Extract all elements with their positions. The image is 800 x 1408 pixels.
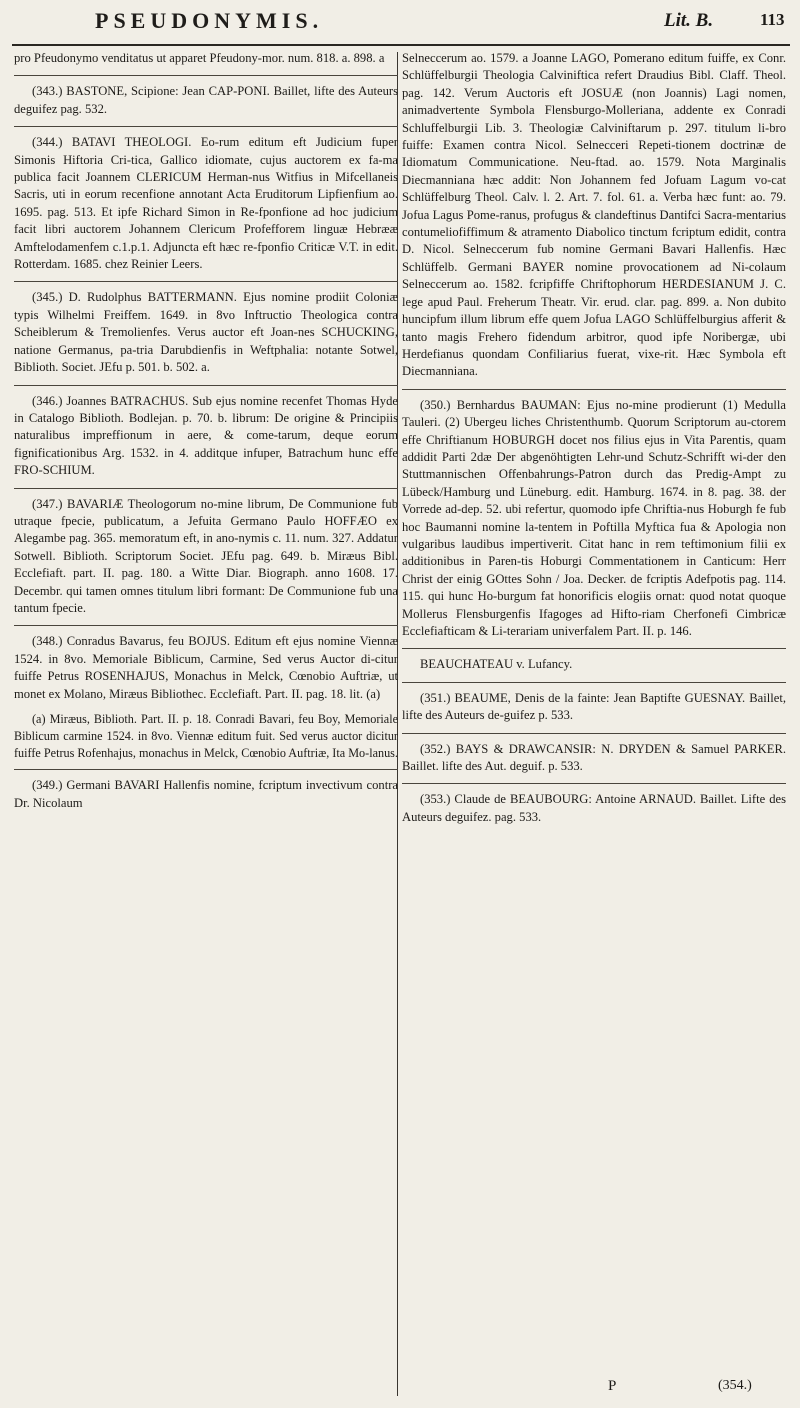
entry-continuation: pro Pfeudonymo venditatus ut apparet Pfeudony-mor. num. 818. a. 898. a [14,51,385,65]
header-rule [12,44,790,46]
entry-divider [402,682,786,683]
entry-344: (344.) BATAVI THEOLOGI. Eo-rum editum eft Judicium fuper Simonis Hiftoria Cri-tica, Gallico idiomate, cujus auctorem ex fa-ma publica facit Joannem CLERICUM Herman-nus Witfius in Mifcellaneis Sacris, uti in eorum recenfione annotant Acta Eruditorum Lipfienfium ao. 1695. pag. 513. Et ipfe Richard Simon in Re-fponfione ad hoc judicium facit libri auctorem Johannem Clericum Profefforem linguæ Hebrææ Amftelodamenfem c.1.p.1. Adjuncta eft hæc re-fponfio Criticæ V.T. in edit. Rotterdam. 1685. chez Reinier Leers. [14,135,398,272]
entry-divider [14,281,398,282]
entry-divider [402,389,786,390]
entry-divider [402,733,786,734]
entry-divider [14,769,398,770]
entry-divider [402,783,786,784]
page-number: 113 [760,10,785,29]
entry-346: (346.) Joannes BATRACHUS. Sub ejus nomine recenfet Thomas Hyde in Catalogo Biblioth. Bodlejan. p. 70. b. librum: De origine & Principiis naturalibus impreffionum in aere, & come-tarum, deque eorum fignificationibus Arg. 1532. in 4. additque infuper, Batrachum hunc effe FRO-SCHIUM. [14,393,398,478]
entry-350: (350.) Bernhardus BAUMAN: Ejus no-mine prodierunt (1) Medulla Tauleri. (2) Ubergeu liches Christenthumb. Quorum Scriptorum au-ctorem effe Chriftianum HOBURGH docet nos filius ejus in Vita Parentis, quam addidit Parti 2dæ Der abgenöhtigten Lehr-und Schutz-Schrifft wi-der den Stuttmannischen Offenbahrungs-Patron durch das Predig-Ampt zu Lübeck/Hamburg und Lüneburg. edit. Hamburg. 1674. in 8. pag. 38. der Vorrede ad-dep. 52. ubi refertur, quomodo ipfe Chriftia-nus Hoburgh fe fub hoc Baumanni nomine la-tentem in Poftilla Myftica fua & Apologia non vulgaribus laudibus impertiverit. Citat hanc in rem teftimonium filii ex additionibus in Paren-tis Hoburgi Commentationem in Canticum: Herr Christ der einig GOttes Sohn / Joa. Decker. de fcriptis Adefpotis pag. 114. 115. qui hunc Ho-burgum fat honorificis elogiis ornat: quod notat quoque Mollerus Flensburgenfis Ifagoges ad Hifto-riam Cherfonefi Cimbricæ Ecclefiafticam & Li-terariam univerfalem Part. II. p. 146. [402,397,786,638]
running-title: PSEUDONYMIS. [95,8,324,33]
section-label: Lit. B. [664,10,714,31]
entry-divider [402,648,786,649]
entry-343: (343.) BASTONE, Scipione: Jean CAP-PONI. Baillet, lifte des Auteurs deguifez pag. 532. [14,84,398,116]
entry-divider [14,75,398,76]
entry-348: (348.) Conradus Bavarus, feu BOJUS. Editum eft ejus nomine Viennæ 1524. in 8vo. Memoriale Biblicum, Carmine, Sed verus Auctor di-citur fuiffe Petrus ROSENHAJUS, Monachus in Melck, Cœnobio Auftriæ, ut monet ex Molano, Miræus Bibliothec. Ecclefiaft. Part. II. pag. 18. lit. (a) [14,634,398,701]
entry-divider [14,625,398,626]
footnote-a: (a) Miræus, Biblioth. Part. II. p. 18. Conradi Bavari, feu Boy, Memoriale Biblicum carmine 1524. in 8vo. Viennæ editum fuit. Sed verus auctor dicitur fuiffe Petrus Rofenhajus, monachus in Melck, Cœnobio Auftriæ, Ita Mo-lanus. [14,712,398,760]
entry-divider [14,385,398,386]
entry-beauchateau: BEAUCHATEAU v. Lufancy. [420,657,573,672]
entry-divider [14,126,398,127]
left-column [14,50,398,820]
right-column [402,50,786,834]
entry-353: (353.) Claude de BEAUBOURG: Antoine ARNAUD. Baillet. Lifte des Auteurs deguifez. pag. 533. [402,792,786,824]
entry-345: (345.) D. Rudolphus BATTERMANN. Ejus nomine prodiit Coloniæ typis Wilhelmi Freiffem. 1649. in 8vo Inftructio Theologica contra Scheiblerum & Tremolienfes. Verus auctor eft Joan-nes SCHUCKING, natione Germanus, pa-tria Darubdienfis in Weftphalia: notante Sotwel, Biblioth. Societ. JEfu p. 501. b. 502. a. [14,290,398,375]
entry-349-continuation: Selneccerum ao. 1579. a Joanne LAGO, Pomerano editum fuiffe, ex Conr. Schlüffelburgii Theologia Calviniftica refert Draudius Bibl. Claff. Theol. pag. 142. Verum Auctoris eft JOSUÆ (non Joannis) Lagi nomen, animadvertente Symbola Flensburgo-Molleriana, addente ex Conradi Schluffelburgii Lib. 3. Theologiæ Calviniftarum p. 297. titulum li-bro fuiffe: Examen contra Nicol. Selnecceri Repeti-tionem doctrinæ de Idiomatum Communicatione. Neu-ftad. ao. 1579. Nota Marginalis Diecmanniana hæc addit: Non Johannem fed Jofuam Lagum vo-cat Schlüffelburg Theol. Calv. l. 2. Art. 7. fol. 61. a. Verba hæc funt: ao. 79. Jofua Lagus Pome-ranus, profugus & clandeftinus Dantifci Sacra-mentarius contumeliofiffimum & atramento Diabolico tinctum fcriptum edidit, contra D. Nicol. Selneccerum fub nomine Germani Bavari Hallenfis. Hæc Schlüffelb. Germani BAYER nomine provocationem ad Ni-colaum Selneccerum ao. 1582. fcripfiffe Chriftophorum HERDESIANUM J. C. lege apud Paul. Freherum Theatr. Vir. erud. clar. pag. 899. a. Non dubito huncipfum illum librum effe quem Jofua LAGO Schlüffelburgius afferit & tanto magis Frehero fidendum arbitror, quod ipfe Noribergæ, ubi Herdefianus quondam Confiliarius fuerat, vixe-rit. Hæc Symbola eft Diecmanniana. [402,51,786,379]
entry-351: (351.) BEAUME, Denis de la fainte: Jean Baptifte GUESNAY. Baillet, lifte des Auteurs de-guifez p. 533. [402,690,786,723]
entry-349: (349.) Germani BAVARI Hallenfis nomine, fcriptum invectivum contra Dr. Nicolaum [14,778,398,810]
entry-352: (352.) BAYS & DRAWCANSIR: N. DRYDEN & Samuel PARKER. Baillet. lifte des Aut. deguif. p. 533. [402,741,786,774]
catchword: (354.) [718,1378,752,1393]
entry-347: (347.) BAVARIÆ Theologorum no-mine librum, De Communione fub utraque fpecie, publicatum, a Jefuita Germano Paulo HOFFÆO ex Alegambe pag. 365. memoratum eft, in ano-nymis c. 11. num. 327. Addatur Sotwell. Biblioth. Scriptorum Societ. JEfu pag. 649. b. Miræus Bibl. Ecclefiaft. part. II. pag. 180. a Witte Diar. Biograph. anno 1608. 17. Decembr. qui tamen omnes titulum libri formant: De Communione fub una tantum fpecie. [14,496,398,615]
entry-divider [14,488,398,489]
signature-mark: P [608,1378,617,1394]
